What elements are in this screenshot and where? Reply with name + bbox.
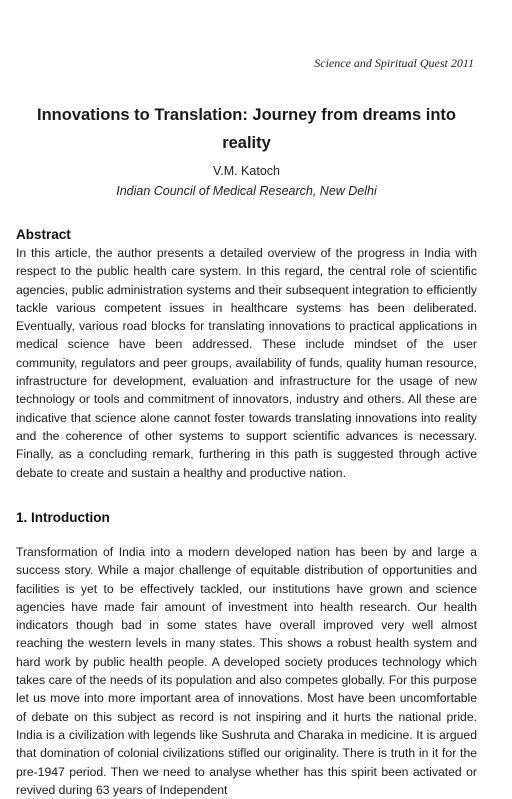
- abstract-heading: Abstract: [16, 227, 71, 242]
- running-header: Science and Spiritual Quest 2011: [314, 56, 474, 70]
- article-author: V.M. Katoch: [213, 164, 280, 178]
- article-title: Innovations to Translation: Journey from dreams into reality: [37, 106, 456, 152]
- abstract-text: In this article, the author presents a detailed overview of the progress in India with respect to the public health care system. In this regard, the central role of scientific agencies, public administration systems and their subsequent integration to efficiently tackle various competent issues in healthcare systems has been deliberated. Eventually, various road blocks for translating innovations to practical applications in medical science have been addressed. These include mindset of the user community, regulators and peer groups, availability of funds, quality human resource, infrastructure for development, evaluation and infrastructure for the usage of new technology or tools and commitment of innovators, industry and others. All these are indicative that science alone cannot foster towards translating innovations into reality and the coherence of other systems to support scientific advances is necessary. Finally, as a concluding remark, furthering in this path is suggested through active debate to create and sustain a healthy and productive nation.: [16, 246, 477, 480]
- introduction-text: Transformation of India into a modern developed nation has been by and large a success story. While a major challenge of equitable distribution of opportunities and facilities is yet to be effectively tackled, our institutions have grown and science agencies have made fair amount of investment into health research. Our health indicators though bad in some states have overall improved very well almost reaching the western levels in many states. This shows a robust health system and hard work by public health people. A developed society produces technology which takes care of the needs of its population and also competes globally. For this purpose let us move into more important area of innovations. Most have been uncomfortable of debate on this subject as record is not inspiring and it hurts the national pride. India is a civilization with legends like Sushruta and Charaka in medicine. It is argued that domination of colonial civilizations stifled our originality. There is truth in it for the pre-1947 period. Then we need to analyse whether has this spirit been activated or revived during 63 years of Independent: [16, 545, 477, 797]
- introduction-heading: 1. Introduction: [16, 510, 110, 525]
- author-affiliation: Indian Council of Medical Research, New Delhi: [116, 184, 377, 198]
